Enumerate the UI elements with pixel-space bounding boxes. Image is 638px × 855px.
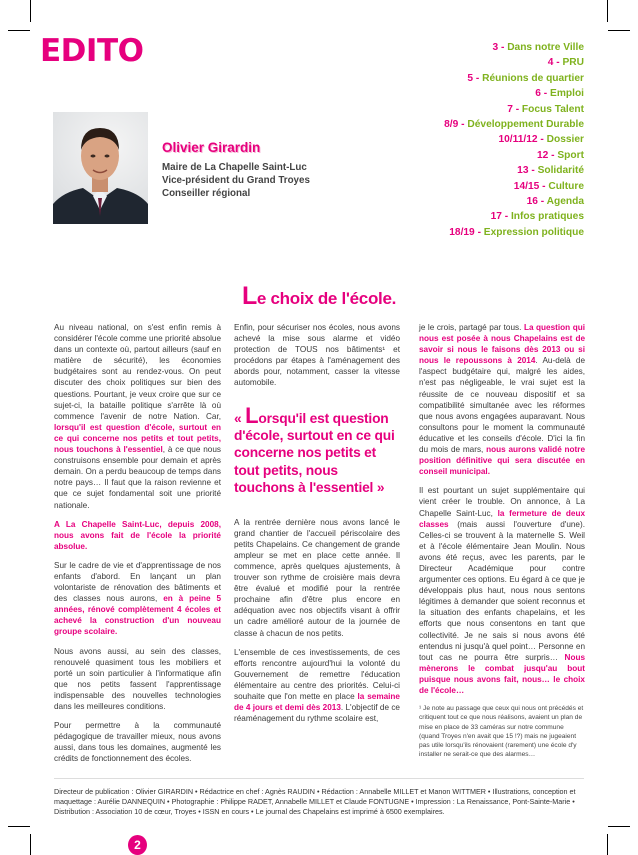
toc-item[interactable] (334, 194, 584, 209)
article-column-1 (54, 322, 221, 772)
toc-item[interactable] (334, 148, 584, 163)
toc-item-num: 3 (492, 42, 499, 53)
crop-mark (608, 826, 630, 827)
toc-item[interactable] (334, 102, 584, 117)
toc-item-num: 6 (535, 88, 541, 100)
paragraph (419, 485, 585, 696)
toc-item-sep: - (458, 119, 468, 131)
crop-mark (8, 826, 30, 827)
page-number: 2 (128, 835, 147, 855)
crop-mark (607, 0, 608, 22)
toc-item[interactable] (334, 209, 584, 224)
toc-item-label: Infos pratiques (510, 211, 584, 223)
headline (0, 282, 638, 311)
body-text: . Au-delà de l'aspect budgétaire qui, malgré les aides, n'est pas négligeable, le vrai sujet est la réussite de ce nouveau dispositif et sa compatibilité simultanée avec les réformes que nous avons engagées auparavant. Nous consultons pour le moment la communauté éducative et les conseils d'école. D'ici la fin du mois de mars, (419, 356, 585, 455)
toc-item-num: 5 (467, 72, 474, 84)
divider (54, 778, 584, 779)
toc-item-num: 10/11/12 (498, 134, 538, 146)
author-role-3: Conseiller régional (162, 188, 251, 199)
toc-item-sep: - (548, 149, 558, 161)
toc-item-num: 18/19 (449, 226, 475, 238)
quote-initial: L (245, 402, 259, 428)
pull-quote (234, 402, 400, 497)
toc-item-num: 8/9 (444, 119, 459, 131)
page-title: EDITO (40, 33, 144, 69)
paragraph (419, 322, 585, 477)
highlight-text: la fermeture de deux classes (419, 508, 585, 529)
toc-item-sep: - (553, 57, 563, 69)
toc-item-label: Solidarité (537, 165, 584, 177)
body-text: Nous avons aussi, au sein des classes, renouvelé quasiment tous les mobiliers et porté un soin particulier à l'informatique afin que nos petits fassent l'apprentissage indispensable des nouvelles technologies dans les meilleures conditions. (54, 646, 221, 711)
toc-item-num: 12 (536, 149, 549, 161)
toc-item-label: Agenda (546, 196, 584, 208)
toc-item-label: Réunions de quartier (482, 72, 584, 84)
toc-item-label: Focus Talent (521, 103, 584, 115)
crop-mark (8, 30, 30, 31)
quote-open: « (234, 410, 246, 426)
highlight-text: la semaine de 4 jours et demi dès 2013 (234, 692, 400, 713)
highlight-text: en à peine 5 années, rénové complètement 4 écoles et achevé la construction d'un nouveau groupe scolaire. (54, 594, 221, 637)
portrait-image (53, 112, 148, 224)
body-text: Au niveau national, on s'est enfin remis à considérer l'école comme une priorité absolue dans un contexte où, partout ailleurs (sauf en matière de sécurité), les économies budgétaires sont au rendez-vous. On peut discuter des choix politiques sur bien des questions. Pourtant, je veux croire que sur ce sujet-ci, la bataille politique s'arrête là où commence l'avenir de notre Nation. Car, (54, 323, 221, 421)
toc-item-label: Dossier (546, 134, 584, 146)
toc-item-sep: - (540, 88, 551, 100)
toc-item-num: 4 (547, 57, 554, 69)
body-text: (mais aussi l'ouverture d'une). Celles-ci se trouvent à la maternelle S. Weil et à l'école élémentaire Jean Moulin. Nous avons été reçus, avec les parents, par le Directeur Académique pour contre argumenter ces options. Eu égard à ce que je développais plus haut, nous nous sentons légitimes à demander que soient reconnus et la situation des enfants chapelains, et les efforts que nous consentons en tant que collectivité. Je ne sais si nous avons été entendus ni jusqu'à quel point… Personne en tout cas ne pourra être surpris… (419, 519, 585, 662)
headline-initial: L (241, 282, 257, 310)
crop-mark (30, 0, 31, 22)
highlight-text: Nous mènerons le combat jusqu'au bout puisque nous avons fait, nous… le choix de l'école… (419, 652, 585, 695)
quote-text: orsqu'il est question d'école, surtout en ce qui concerne nos petits et tout petits, nous touchons à l'essentiel » (234, 410, 395, 496)
highlight-text: La question qui nous est posée à nous Chapelains est de savoir si nous le faisons dès 2013 ou si nous le repoussons à 2014 (419, 323, 585, 366)
author-role-1: Maire de La Chapelle Saint-Luc (162, 162, 307, 173)
toc-item[interactable] (334, 117, 584, 132)
toc-item[interactable] (334, 163, 584, 178)
toc-item[interactable] (334, 179, 584, 194)
toc-item-sep: - (537, 134, 547, 146)
body-text: je le crois, partagé par tous. (419, 323, 524, 332)
toc-item[interactable] (334, 55, 584, 70)
toc-item-num: 13 (517, 165, 529, 177)
paragraph (54, 560, 221, 638)
highlight-text: lorsqu'il est question d'école, surtout en ce qui concerne nos petits et tout petits, nous touchons à l'essentiel (54, 422, 221, 455)
paragraph (234, 322, 400, 389)
paragraph (54, 519, 221, 552)
body-text: Pour permettre à la communauté pédagogique de travailler mieux, nous avons aussi, dans tous les domaines, augmenté les crédits de fonctionnement des écoles. (54, 721, 221, 764)
toc-item[interactable] (334, 132, 584, 147)
body-text: Enfin, pour sécuriser nos écoles, nous avons achevé la mise sous alarme et vidéo protection de TOUS nos bâtiments¹ et procédons par étapes à l'aménagement des abords pour, notamment, casser la vitesse automobile. (234, 323, 400, 388)
author-role-2: Vice-président du Grand Troyes (162, 175, 310, 186)
toc-item-sep: - (474, 226, 484, 238)
crop-mark (30, 834, 31, 855)
toc-item-num: 7 (507, 103, 513, 115)
paragraph (234, 517, 400, 639)
body-text: Sur le cadre de vie et d'apprentissage de nos enfants d'abord. En lançant un plan volontariste de rénovation des bâtiments et des classes nous aurons, (54, 560, 221, 604)
article-column-3 (419, 322, 585, 759)
toc-item-sep: - (512, 103, 522, 115)
toc-item-label: Dans notre Ville (507, 42, 584, 53)
author-name: Olivier Girardin (162, 140, 261, 155)
toc-item[interactable] (334, 225, 584, 240)
paragraph (54, 720, 221, 764)
toc-item-num: 16 (526, 196, 538, 208)
paragraph (54, 322, 221, 511)
toc-item-sep: - (498, 42, 508, 53)
toc-item[interactable] (334, 40, 584, 55)
toc-item-label: PRU (562, 57, 584, 69)
author-photo (53, 112, 148, 224)
toc-item-label: Culture (548, 180, 584, 192)
publication-credits: Directeur de publication : Olivier GIRARDIN • Rédactrice en chef : Agnès RAUDIN • Rédaction : Annabelle MILLET et Manon WITTMER • Illustrations, conception et maquettage : Aurélie DANNEQUIN • Photographie : Philippe RADET, Annabelle MILLET et Claude FONTUGNE • Impression : La Renaissance, Pont-Sainte-Marie • Distribution : Association 10 de cœur, Troyes • ISSN en cours • Le journal des Chapelains est imprimé à 6500 exemplaires. (54, 787, 576, 816)
paragraph (234, 647, 400, 725)
toc-item-label: Expression politique (483, 226, 584, 238)
crop-mark (607, 834, 608, 855)
body-text: L'ensemble de ces investissements, de ces efforts rencontre aujourd'hui la volonté du Gouvernement de remettre l'éducation élémentaire au centre des priorités. Celui-ci souhaite que l'on mette en place (234, 647, 400, 701)
highlight-text: nous aurons validé notre position définitive qui sera discutée en conseil municipal. (419, 445, 585, 477)
body-text: . L'objectif de ce réaménagement du rythme scolaire est, (234, 703, 400, 724)
body-text: Il est pourtant un sujet supplémentaire qui vient créer le trouble. On annonce, à La Chapelle Saint-Luc, (419, 486, 585, 518)
toc-item-num: 17 (490, 211, 502, 223)
highlight-text: A La Chapelle Saint-Luc, depuis 2008, nous avons fait de l'école la priorité absolue. (54, 519, 221, 551)
toc-item[interactable] (334, 86, 584, 101)
toc-item-sep: - (539, 180, 549, 192)
paragraph (54, 646, 221, 713)
footnote: ¹ Je note au passage que ceux qui nous ont précédés et critiquent tout ce que nous réalisons, avaient un plan de mise en place de 33 caméras sur notre commune (quand Troyes n'en avait que 15 !?) mais ne jugeaient pas utile lorsqu'ils rénovaient (rarement) une école d'y installer ne serait-ce que des alarmes… (419, 705, 584, 759)
toc-item-label: Emploi (550, 88, 584, 100)
article-column-2 (234, 322, 400, 732)
toc-item-sep: - (537, 196, 547, 208)
toc-item-num: 14/15 (513, 180, 540, 192)
crop-mark (608, 30, 630, 31)
body-text: , à ce que nous construisons ensemble pour demain et après demain. On a perdu beaucoup de temps dans notre pays… Il faut que la raison revienne et que ce sujet fondamental soit une priorité nationale. (54, 445, 221, 510)
toc-item-sep: - (501, 211, 511, 223)
toc-item-label: Développement Durable (467, 119, 584, 131)
body-text: A la rentrée dernière nous avons lancé le grand chantier de l'accueil périscolaire des petits Chapelains. Ce changement de grande ampleur se met en place cette année. Il commence, après quelques ajustements, à trouver son rythme de croisière mais devra être évalué et modifié pour la rentrée prochaine afin d'être plus encore en adéquation avec nos objectifs visant à offrir un cadre amélioré autour de la journée de classe à chacun de nos petits. (234, 517, 400, 638)
headline-text: e choix de l'école. (256, 289, 397, 308)
toc-item-sep: - (473, 72, 483, 84)
toc-item-label: Sport (557, 149, 584, 161)
toc-item-sep: - (528, 165, 538, 177)
toc-item[interactable] (334, 71, 584, 86)
table-of-contents (334, 40, 584, 240)
